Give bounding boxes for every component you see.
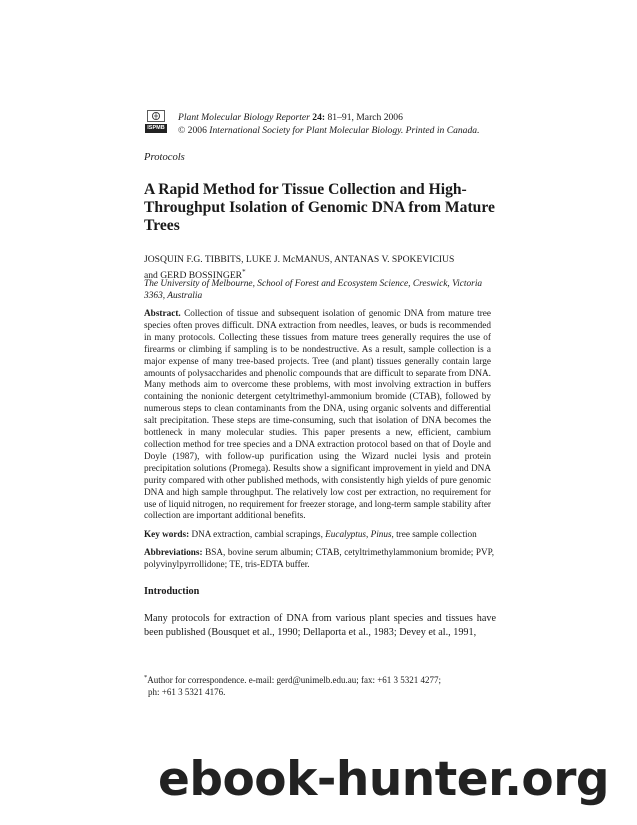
authors-line-2-text: and GERD BOSSINGER (144, 270, 243, 282)
journal-volume: 24: (312, 112, 326, 123)
abstract-text: Collection of tissue and subsequent isolation of genomic DNA from mature tree species often proves difficult. DNA extraction from needles, leaves, or buds is recommended in many protocols. Collecting these tissues from mature trees generally requires the use of firearms or climbing if sampling is to be nondestructive. As a result, sample collection is a major expense of many tree-based projects. Tree (and plant) tissues generally contain large amounts of polysaccharides and phenolic compounds that are difficult to separate from DNA. Many methods aim to overcome these problems, with most involving extraction in buffers containing the nonionic detergent cetyltrimethyl-ammonium bromide (CTAB), followed by numerous steps to clean contaminants from the DNA, using organic solvents and differential salt precipitation. These steps are time-consuming, such that isolation of DNA becomes the bottleneck in many molecular studies. This paper presents a new, efficient, cambium collection method for tree species and a DNA extraction protocol based on that of Doyle and Doyle (1987), with follow-up purification using the Wizard nuclei lysis and protein precipitation solutions (Promega). Results show a significant improvement in yield and DNA purity compared with other published methods, with consistently high yields of pure genomic DNA and high sample throughput. The relatively low cost per extraction, no requirement for use of liquid nitrogen, no requirement for freezer storage, and long-term sample stability after collection are important additional benefits. (144, 309, 492, 522)
copyright-line (178, 124, 479, 137)
footnote (144, 672, 474, 698)
ispmb-logo: ISPMB (145, 124, 167, 133)
authors-line-1: JOSQUIN F.G. TIBBITS, LUKE J. McMANUS, ANTANAS V. SPOKEVICIUS (144, 254, 455, 265)
watermark: ebook-hunter.org (158, 752, 610, 807)
corresponding-mark: * (242, 268, 246, 276)
keywords-sep: , (366, 529, 369, 539)
footnote-text-2: ph: +61 3 5321 4176. (148, 687, 226, 697)
footnote-text-1: Author for correspondence. e-mail: gerd@unimelb.edu.au; fax: +61 3 5321 4277; (147, 675, 442, 685)
journal-logo-icon (147, 110, 165, 122)
footnote-mark: * (144, 674, 148, 681)
abstract-label: Abstract. (144, 309, 181, 319)
abbreviations-label: Abbreviations: (144, 547, 203, 557)
society-name: International Society for Plant Molecular Biology. Printed in Canada. (209, 125, 480, 136)
journal-name: Plant Molecular Biology Reporter (178, 112, 310, 123)
keywords-text-b: , tree sample collection (391, 529, 477, 539)
abbreviations-text: BSA, bovine serum albumin; CTAB, cetyltrimethylammonium bromide; PVP, polyvinylpyrrollidone; TE, tris-EDTA buffer. (144, 547, 495, 569)
footnote-line-1 (144, 672, 474, 686)
section-label: Protocols (144, 152, 185, 163)
keyword-eucalyptus: Eucalyptus (325, 529, 366, 539)
introduction-paragraph: Many protocols for extraction of DNA from various plant species and tissues have been published (Bousquet et al., 1990; Dellaporta et al., 1983; Devey et al., 1991, (144, 613, 496, 638)
abstract (144, 309, 491, 523)
affiliation: The University of Melbourne, School of Forest and Ecosystem Science, Creswick, Victoria 3363, Australia (144, 279, 483, 301)
journal-header (178, 111, 479, 137)
abbreviations (144, 546, 494, 570)
introduction-heading: Introduction (144, 586, 200, 597)
keywords-text-a: DNA extraction, cambial scrapings, (191, 529, 323, 539)
copyright-year: © 2006 (178, 125, 207, 136)
paper-title: A Rapid Method for Tissue Collection and High-Throughput Isolation of Genomic DNA from Mature Trees (144, 181, 495, 234)
footnote-line-2 (144, 686, 474, 698)
keywords-label: Key words: (144, 529, 190, 539)
journal-citation-line (178, 111, 479, 124)
journal-pages-date: 81–91, March 2006 (327, 112, 403, 123)
keywords (144, 528, 494, 540)
keyword-pinus: Pinus (370, 529, 392, 539)
